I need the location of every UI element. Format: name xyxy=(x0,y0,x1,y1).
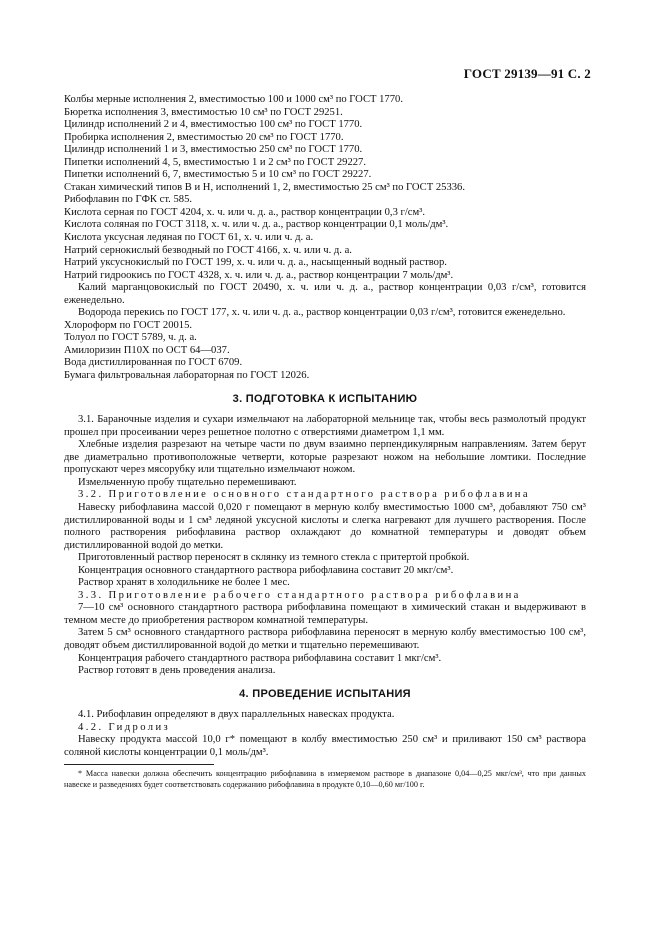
equipment-item: Бумага фильтровальная лабораторная по ГОСТ 12026. xyxy=(64,370,310,382)
paragraph: Концентрация основного стандартного раствора рибофлавина составит 20 мкг/см³. xyxy=(78,564,454,576)
equipment-item: Пипетки исполнений 6, 7, вместимостью 5 и 10 см³ по ГОСТ 29227. xyxy=(64,169,372,181)
equipment-item: Цилиндр исполнений 2 и 4, вместимостью 100 см³ по ГОСТ 1770. xyxy=(64,119,363,131)
equipment-item: Бюретка исполнения 3, вместимостью 10 см³ по ГОСТ 29251. xyxy=(64,106,343,118)
paragraph: Раствор готовят в день проведения анализа. xyxy=(78,665,276,677)
paragraph: Измельченную пробу тщательно перемешивают. xyxy=(78,476,297,488)
page-header: ГОСТ 29139—91 С. 2 xyxy=(463,66,591,81)
equipment-item: Водорода перекись по ГОСТ 177, х. ч. или ч. д. а., раствор концентрации 0,03 г/см³, готовится еженедельно. xyxy=(78,307,566,319)
paragraph: Концентрация рабочего стандартного раствора рибофлавина составит 1 мкг/см³. xyxy=(78,652,442,664)
paragraph-4-1: 4.1. Рибофлавин определяют в двух параллельных навесках продукта. xyxy=(78,709,395,721)
equipment-item: Вода дистиллированная по ГОСТ 6709. xyxy=(64,357,243,369)
paragraph: Затем 5 см³ основного стандартного раствора рибофлавина переносят в мерную колбу вместимостью 100 см³, доводят объем дистиллированной водой до метки и тщательно перемешивают. xyxy=(64,627,586,651)
equipment-item: Толуол по ГОСТ 5789, ч. д. а. xyxy=(64,332,197,344)
subsection-3-3-heading: 3.3. Приготовление рабочего стандартного раствора рибофлавина xyxy=(78,589,521,601)
equipment-item: Кислота серная по ГОСТ 4204, х. ч. или ч. д. а., раствор концентрации 0,3 г/см³. xyxy=(64,206,426,218)
equipment-item: Рибофлавин по ГФК ст. 585. xyxy=(64,194,193,206)
equipment-item: Хлороформ по ГОСТ 20015. xyxy=(64,319,193,331)
section-3-title: 3. ПОДГОТОВКА К ИСПЫТАНИЮ xyxy=(232,392,418,405)
paragraph: Хлебные изделия разрезают на четыре части по двум взаимно перпендикулярным направлениям. Затем берут две диаметрально противоположные четверти, которые разрезают ножом на небольшие ломтики. Последние пропускают через мясорубку или тщательно измельчают ножом. xyxy=(64,439,586,476)
subsection-3-2-heading: 3.2. Приготовление основного стандартного раствора рибофлавина xyxy=(78,489,530,501)
equipment-item: Кислота уксусная ледяная по ГОСТ 61, х. ч. или ч. д. а. xyxy=(64,232,314,244)
paragraph: 7—10 см³ основного стандартного раствора рибофлавина помещают в химический стакан и выдерживают в темном месте до приобретения раствором комнатной температуры. xyxy=(64,602,586,626)
paragraph: Навеску продукта массой 10,0 г* помещают в колбу вместимостью 250 см³ и приливают 150 см³ раствора соляной кислоты концентрации 0,1 моль/дм³. xyxy=(64,734,586,758)
equipment-item: Натрий уксуснокислый по ГОСТ 199, х. ч. или ч. д. а., насыщенный водный раствор. xyxy=(64,257,447,269)
equipment-item: Цилиндр исполнений 1 и 3, вместимостью 250 см³ по ГОСТ 1770. xyxy=(64,144,363,156)
equipment-item: Калий марганцовокислый по ГОСТ 20490, х. ч. или ч. д. а., раствор концентрации 0,03 г/см³, готовится еженедельно. xyxy=(64,282,586,306)
equipment-item: Кислота соляная по ГОСТ 3118, х. ч. или ч. д. а., раствор концентрации 0,1 моль/дм³. xyxy=(64,219,449,231)
equipment-item: Колбы мерные исполнения 2, вместимостью 100 и 1000 см³ по ГОСТ 1770. xyxy=(64,94,403,105)
equipment-item: Натрий гидроокись по ГОСТ 4328, х. ч. или ч. д. а., раствор концентрации 7 моль/дм³. xyxy=(64,269,454,281)
subsection-4-2-heading: 4.2. Гидролиз xyxy=(78,721,171,733)
equipment-item: Амилоризин П10Х по ОСТ 64—037. xyxy=(64,344,230,356)
equipment-item: Пипетки исполнений 4, 5, вместимостью 1 и 2 см³ по ГОСТ 29227. xyxy=(64,156,366,168)
footnote: * Масса навески должна обеспечить концентрацию рибофлавина в измеряемом растворе в диапазоне 0,04—0,25 мкг/см³, что при данных навеске и разведениях будет соответствовать содержанию рибофлавина в продукте 0,10—0,60 мг/100 г. xyxy=(64,769,586,790)
equipment-item: Натрий сернокислый безводный по ГОСТ 4166, х. ч. или ч. д. а. xyxy=(64,244,352,256)
paragraph-3-1: 3.1. Бараночные изделия и сухари измельчают на лабораторной мельнице так, чтобы весь размолотый продукт прошел при просеивании через решетное полотно с отверстиями диаметром 1,1 мм. xyxy=(64,414,586,438)
equipment-list xyxy=(64,94,586,383)
equipment-item: Стакан химический типов В и Н, исполнений 1, 2, вместимостью 25 см³ по ГОСТ 25336. xyxy=(64,181,465,193)
section-4-body xyxy=(64,709,586,759)
equipment-item: Пробирка исполнения 2, вместимостью 20 см³ по ГОСТ 1770. xyxy=(64,131,344,143)
document-body xyxy=(64,94,586,790)
paragraph: Раствор хранят в холодильнике не более 1 мес. xyxy=(78,577,290,589)
section-3-body xyxy=(64,414,586,677)
paragraph: Приготовленный раствор переносят в склянку из темного стекла с притертой пробкой. xyxy=(78,552,470,564)
paragraph: Навеску рибофлавина массой 0,020 г помещают в мерную колбу вместимостью 1000 см³, добавляют 750 см³ дистиллированной воды и 1 см³ ледяной уксусной кислоты и слегка нагревают для лучшего растворения. После полного растворения рибофлавина раствор охлаждают до комнатной температуры и доводят объем дистиллированной водой до метки. xyxy=(64,501,586,551)
section-4-title: 4. ПРОВЕДЕНИЕ ИСПЫТАНИЯ xyxy=(239,687,411,700)
footnote-divider xyxy=(64,764,214,765)
